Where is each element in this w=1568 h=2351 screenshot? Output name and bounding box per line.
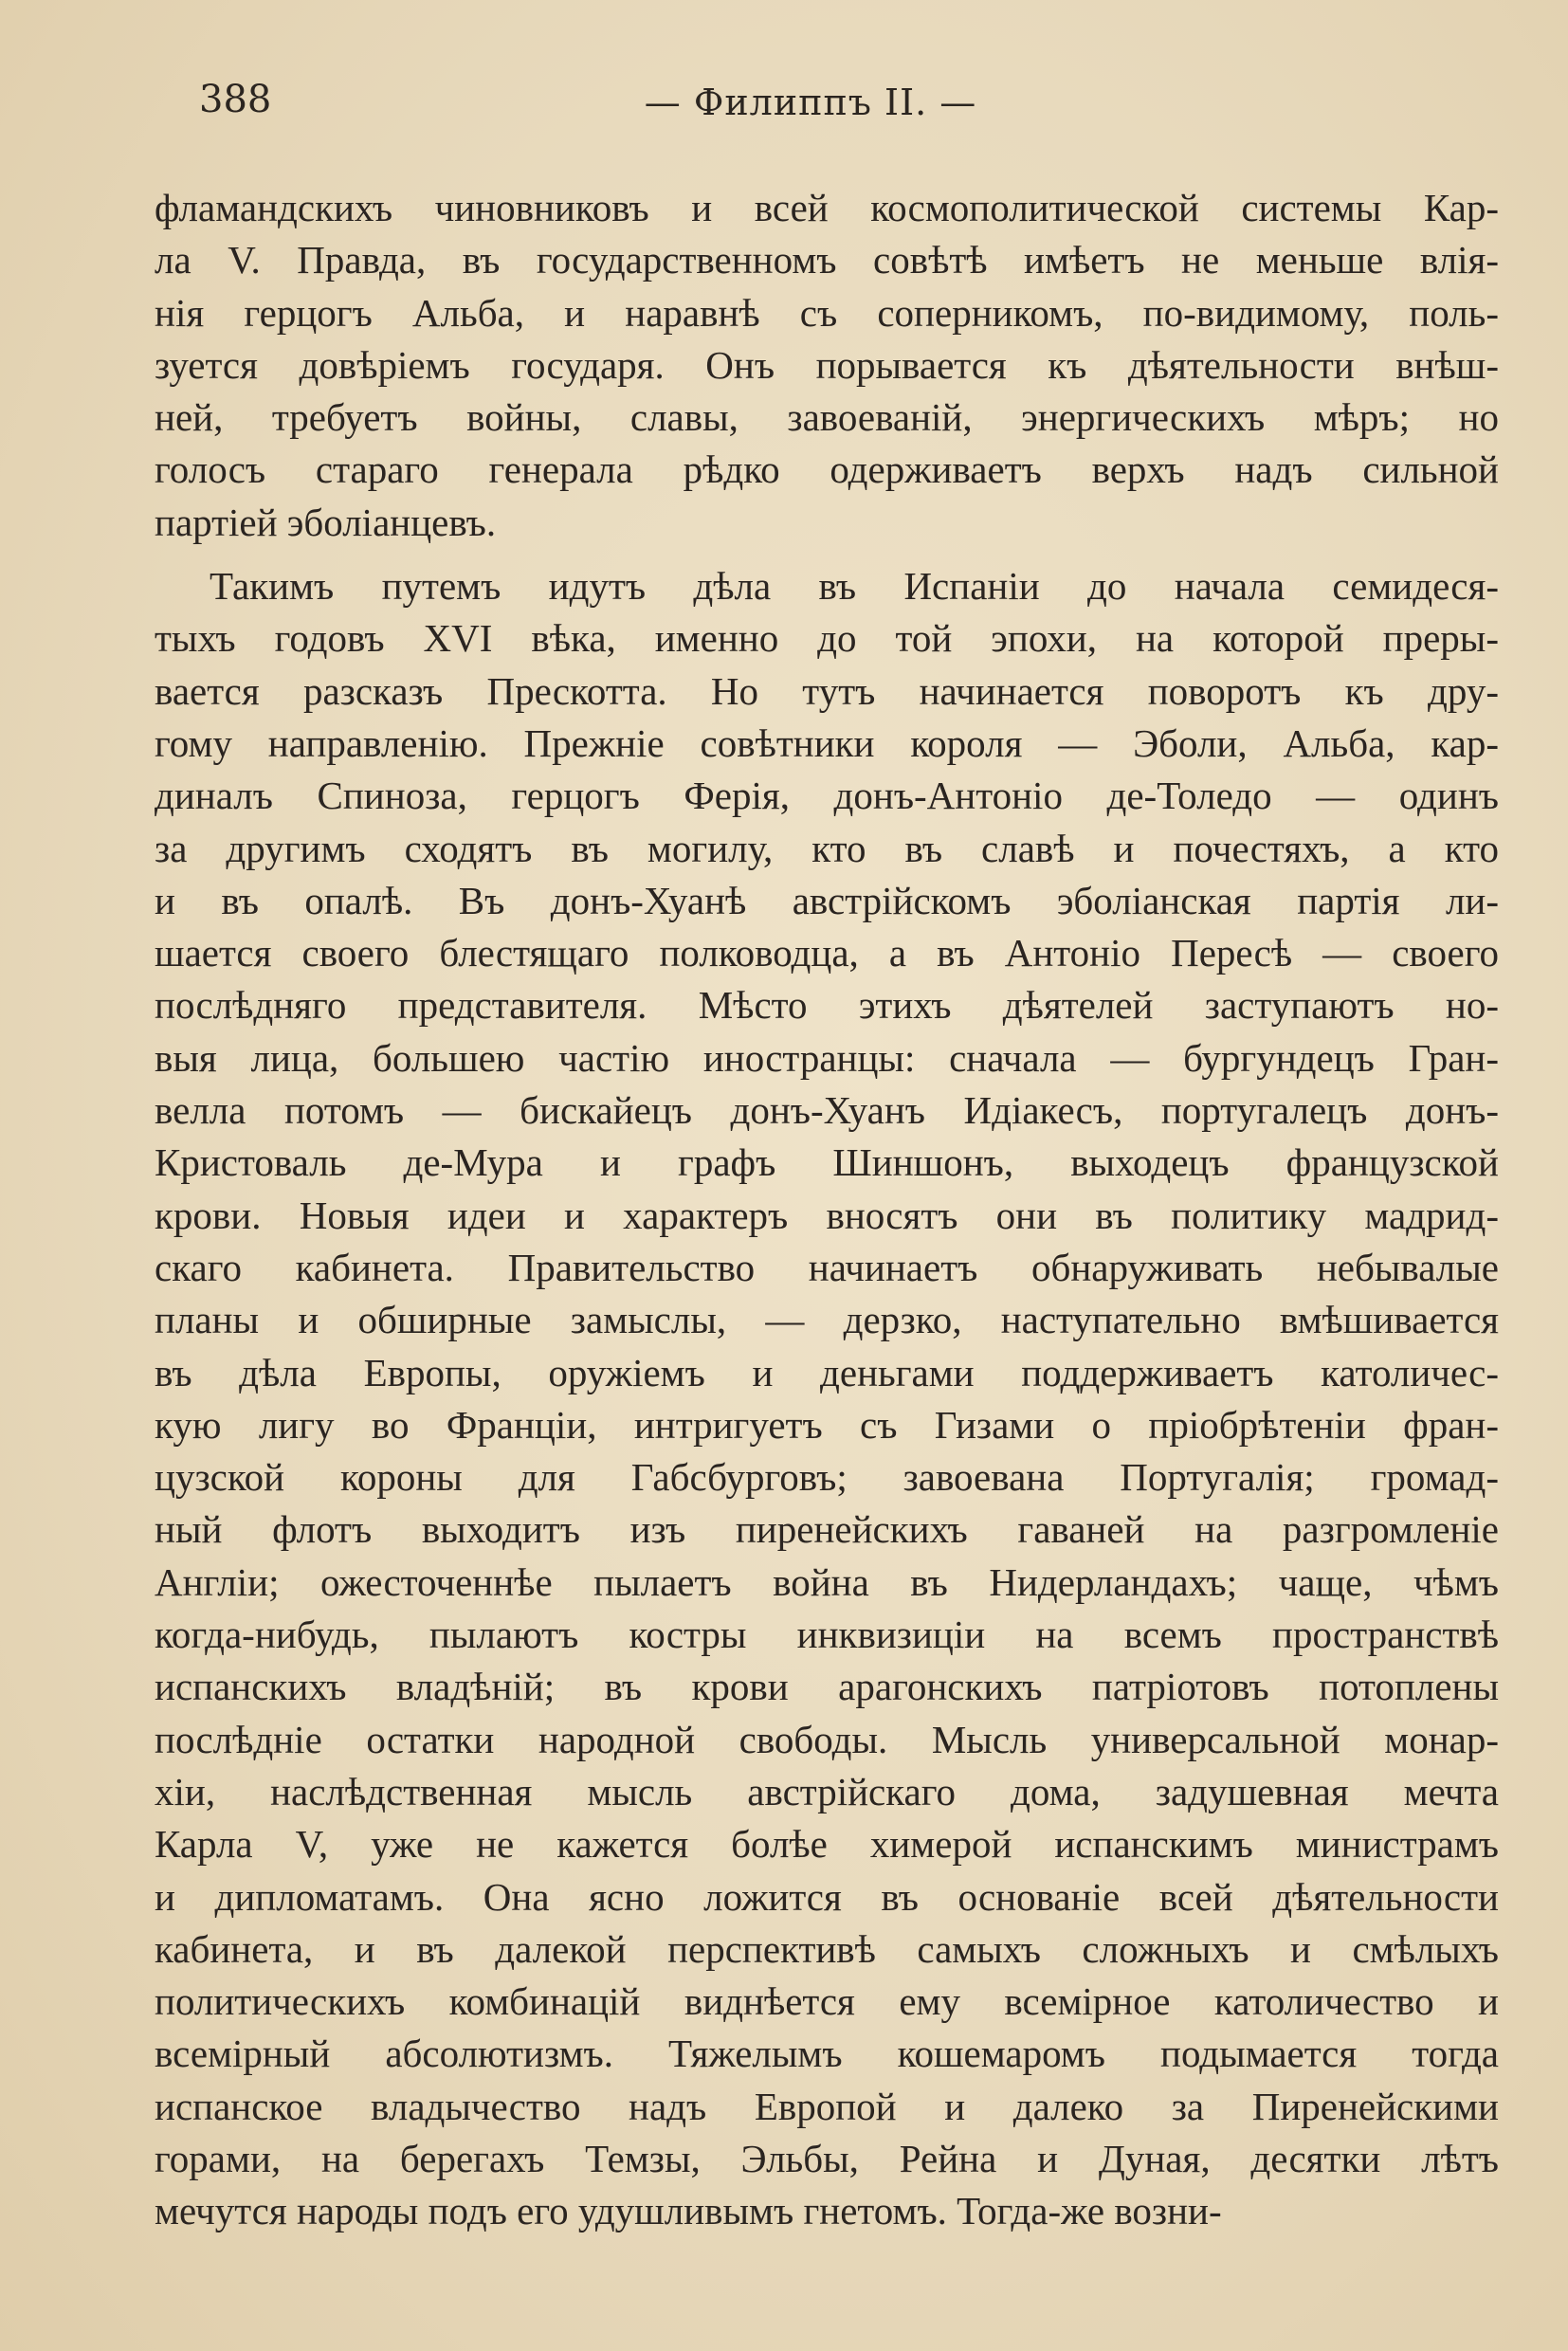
text-line: зуется довѣріемъ государя. Онъ порывается къ дѣятельности внѣш- [155, 342, 1499, 387]
text-line: цузской короны для Габсбурговъ; завоевана Португалія; громад- [155, 1455, 1499, 1500]
text-line: ный флотъ выходитъ изъ пиренейскихъ гаваней на разгромленіе [155, 1507, 1499, 1552]
text-line: шается своего блестящаго полководца, а въ Антоніо Пересѣ — своего [155, 931, 1499, 975]
text-line: испанское владычество надъ Европой и далеко за Пиренейскими [155, 2084, 1499, 2128]
text-line: Англіи; ожесточеннѣе пылаетъ война въ Нидерландахъ; чаще, чѣмъ [155, 1559, 1499, 1604]
text-line: тыхъ годовъ XVI вѣка, именно до той эпохи, на которой преры- [155, 616, 1499, 661]
text-line: голосъ стараго генерала рѣдко одерживаетъ верхъ надъ сильной [155, 447, 1499, 492]
paragraph [155, 560, 1499, 2238]
text-line: гому направленію. Прежніе совѣтники короля — Эболи, Альба, кар- [155, 720, 1499, 765]
text-line: и въ опалѣ. Въ донъ-Хуанѣ австрійскомъ эболіанская партія ли- [155, 878, 1499, 922]
text-line: кую лигу во Франціи, интригуетъ съ Гизами о пріобрѣтеніи фран- [155, 1402, 1499, 1447]
text-line: и дипломатамъ. Она ясно ложится въ основаніе всей дѣятельности [155, 1874, 1499, 1919]
text-line: Карла V, уже не кажется болѣе химерой испанскимъ министрамъ [155, 1822, 1499, 1867]
text-line: Такимъ путемъ идутъ дѣла въ Испаніи до начала семидеся- [210, 564, 1499, 609]
text-line: политическихъ комбинацій виднѣется ему всемірное католичество и [155, 1979, 1499, 2024]
text-line: испанскихъ владѣній; въ крови арагонскихъ патріотовъ потоплены [155, 1665, 1499, 1709]
text-line: скаго кабинета. Правительство начинаетъ обнаруживать небывалые [155, 1245, 1499, 1289]
text-line: партіей эболіанцевъ. [155, 500, 497, 544]
running-title: — Филиппъ II. — [644, 82, 977, 123]
text-line: послѣдніе остатки народной свободы. Мысль универсальной монар- [155, 1717, 1499, 1761]
text-line: Кристоваль де-Мура и графъ Шиншонъ, выходецъ французской [155, 1140, 1499, 1185]
text-line: велла потомъ — бискайецъ донъ-Хуанъ Идіакесъ, португалецъ донъ- [155, 1088, 1499, 1133]
text-line: въ дѣла Европы, оружіемъ и деньгами поддерживаетъ католичес- [155, 1350, 1499, 1394]
text-line: всемірный абсолютизмъ. Тяжелымъ кошемаромъ подымается тогда [155, 2032, 1499, 2076]
text-line: ней, требуетъ войны, славы, завоеваній, энергическихъ мѣръ; но [155, 395, 1499, 440]
text-line: горами, на берегахъ Темзы, Эльбы, Рейна и Дуная, десятки лѣтъ [155, 2136, 1499, 2180]
text-line: когда-нибудь, пылаютъ костры инквизиціи на всемъ пространствѣ [155, 1613, 1499, 1657]
page-number: 388 [199, 78, 272, 121]
text-line: вается разсказъ Прескотта. Но тутъ начинается поворотъ къ дру- [155, 668, 1499, 713]
page-header [199, 78, 1422, 135]
text-line: фламандскихъ чиновниковъ и всей космополитической системы Кар- [155, 186, 1499, 229]
text-line: хіи, наслѣдственная мысль австрійскаго дома, задушевная мечта [155, 1769, 1499, 1813]
text-line: послѣдняго представителя. Мѣсто этихъ дѣятелей заступаютъ но- [155, 983, 1499, 1028]
text-line: диналъ Спиноза, герцогъ Ферія, донъ-Антоніо де-Толедо — одинъ [155, 774, 1499, 818]
text-line: крови. Новыя идеи и характеръ вносятъ они въ политику мадрид- [155, 1193, 1499, 1237]
paragraph-gap [155, 549, 1499, 560]
text-line: мечутся народы подъ его удушливымъ гнетомъ. Тогда-же возни- [155, 2189, 1222, 2233]
text-line: кабинета, и въ далекой перспективѣ самыхъ сложныхъ и смѣлыхъ [155, 1926, 1499, 1971]
text-line: ла V. Правда, въ государственномъ совѣтѣ имѣетъ не меньше влія- [155, 238, 1499, 282]
body-text [155, 182, 1499, 2238]
text-line: планы и обширные замыслы, — дерзко, наступательно вмѣшивается [155, 1298, 1499, 1342]
paragraph [155, 182, 1499, 549]
text-line: выя лица, большею частію иностранцы: сначала — бургундецъ Гран- [155, 1035, 1499, 1080]
text-line: нія герцогъ Альба, и наравнѣ съ соперникомъ, по-видимому, поль- [155, 290, 1499, 335]
text-line: за другимъ сходятъ въ могилу, кто въ славѣ и почестяхъ, а кто [155, 826, 1499, 870]
